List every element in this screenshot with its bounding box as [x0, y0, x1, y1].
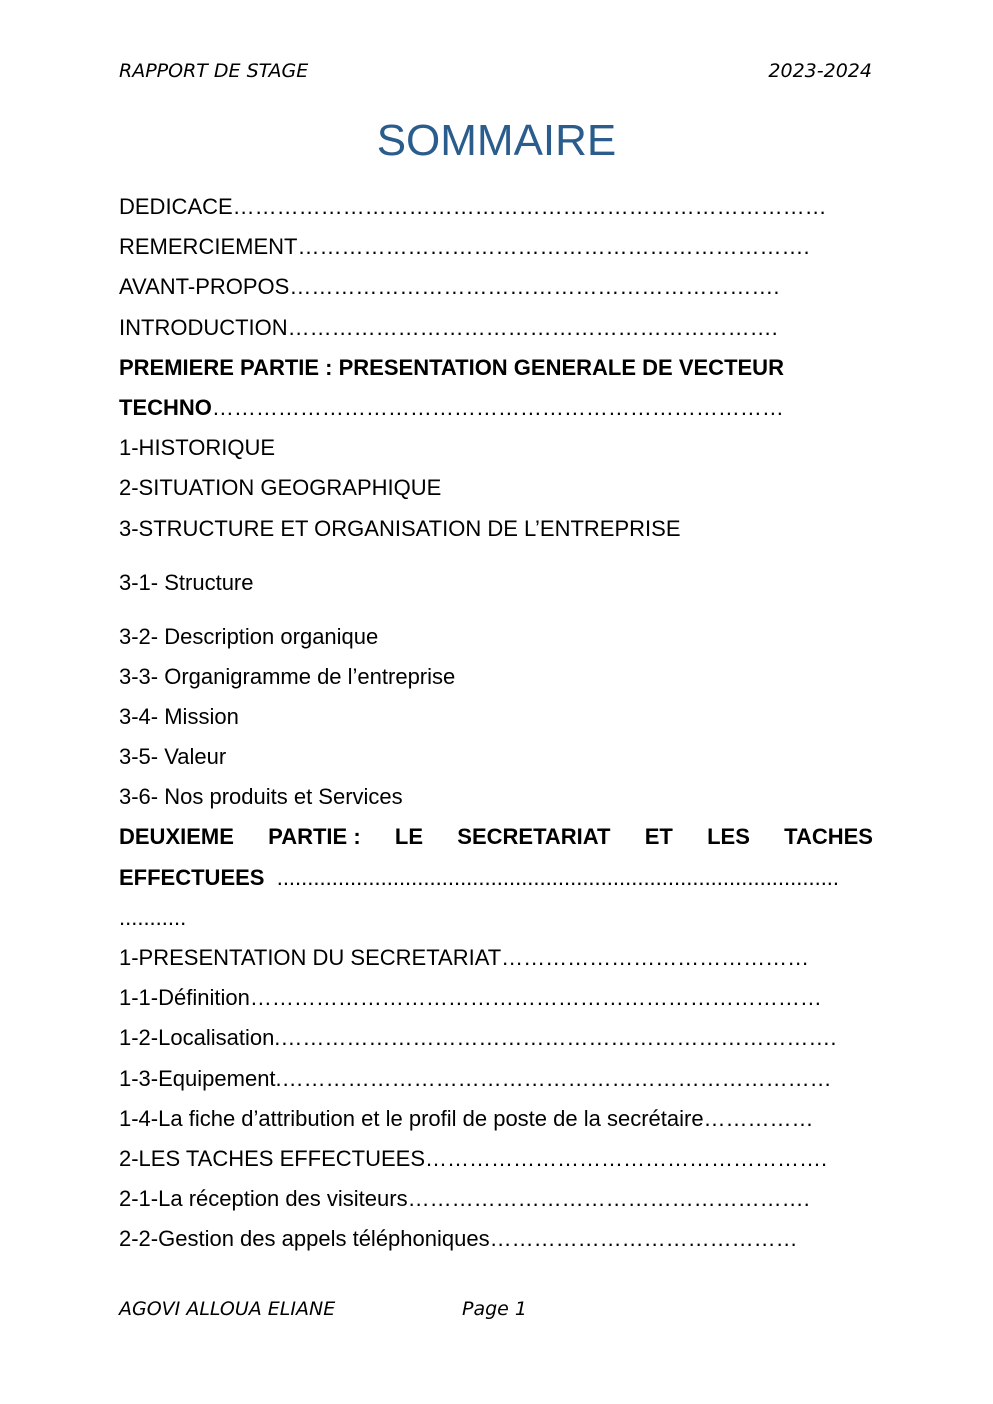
footer-page-number: Page 1 [462, 1298, 527, 1320]
toc-situation: 2-SITUATION GEOGRAPHIQUE [119, 475, 442, 501]
toc-gestion-appels: 2-2-Gestion des appels téléphoniques…………………………………… [119, 1226, 798, 1252]
toc-partie2-effectuees: EFFECTUEES [119, 864, 265, 890]
toc-partie2-word: LE [394, 824, 424, 850]
toc-mission: 3-4- Mission [119, 703, 239, 729]
toc-equipement: 1-3-Equipement.………………………………………………………………… [119, 1065, 832, 1091]
toc-partie2-word: LES [707, 824, 750, 850]
toc-description: 3-2- Description organique [119, 623, 379, 649]
toc-localisation: 1-2-Localisation.…………………………………………………………………. [119, 1025, 837, 1051]
toc-partie2-dots: ............................................................................................ [276, 864, 840, 890]
toc-structure: 3-1- Structure [119, 569, 254, 595]
page-title: SOMMAIRE [376, 116, 617, 165]
toc-partie2-heading-cont [119, 861, 873, 901]
toc-remerciement: REMERCIEMENT……………………………………………………………. [119, 234, 810, 260]
toc-fiche-attribution: 1-4-La fiche d’attribution et le profil de poste de la secrétaire…………… [119, 1105, 814, 1131]
toc-partie1-heading-cont [119, 391, 873, 431]
toc-partie2-word: TACHES [784, 824, 873, 850]
toc-partie1-techno: TECHNO [119, 394, 212, 420]
toc-taches-effectuees: 2-LES TACHES EFFECTUEES………………………………………………. [119, 1145, 828, 1171]
toc-avant-propos: AVANT-PROPOS…………………………………………………………. [119, 274, 780, 300]
toc-historique: 1-HISTORIQUE [119, 435, 276, 461]
footer-author: AGOVI ALLOUA ELIANE [119, 1298, 336, 1320]
toc-partie2-heading [119, 820, 873, 860]
toc-partie2-word: PARTIE : [268, 824, 361, 850]
table-of-contents [119, 190, 873, 1263]
toc-reception-visiteurs: 2-1-La réception des visiteurs………………………………………………. [119, 1186, 810, 1212]
toc-valeur: 3-5- Valeur [119, 744, 227, 770]
toc-partie1-dots: …………………………………………………………………… [211, 394, 784, 420]
header-report-label: RAPPORT DE STAGE [119, 60, 309, 82]
toc-introduction: INTRODUCTION…………………………………………………………. [119, 314, 778, 340]
toc-structure-organisation: 3-STRUCTURE ET ORGANISATION DE L’ENTREPRISE [119, 515, 681, 541]
toc-produits: 3-6- Nos produits et Services [119, 784, 403, 810]
toc-partie2-word: SECRETARIAT [457, 824, 611, 850]
toc-partie1-heading: PREMIERE PARTIE : PRESENTATION GENERALE DE VECTEUR [119, 354, 784, 380]
header-year: 2023-2024 [768, 60, 872, 82]
toc-definition: 1-1-Définition…………………………………………………………………… [119, 985, 822, 1011]
toc-dedicace: DEDICACE……………………………………………………………………… [119, 194, 827, 219]
toc-partie2-word: ET [644, 824, 673, 850]
toc-organigramme: 3-3- Organigramme de l’entreprise [119, 663, 456, 689]
toc-presentation-secretariat: 1-PRESENTATION DU SECRETARIAT…………………………………… [119, 945, 810, 970]
toc-partie2-word: DEUXIEME [119, 824, 234, 850]
toc-partie2-dots-cont: ........... [119, 904, 187, 930]
